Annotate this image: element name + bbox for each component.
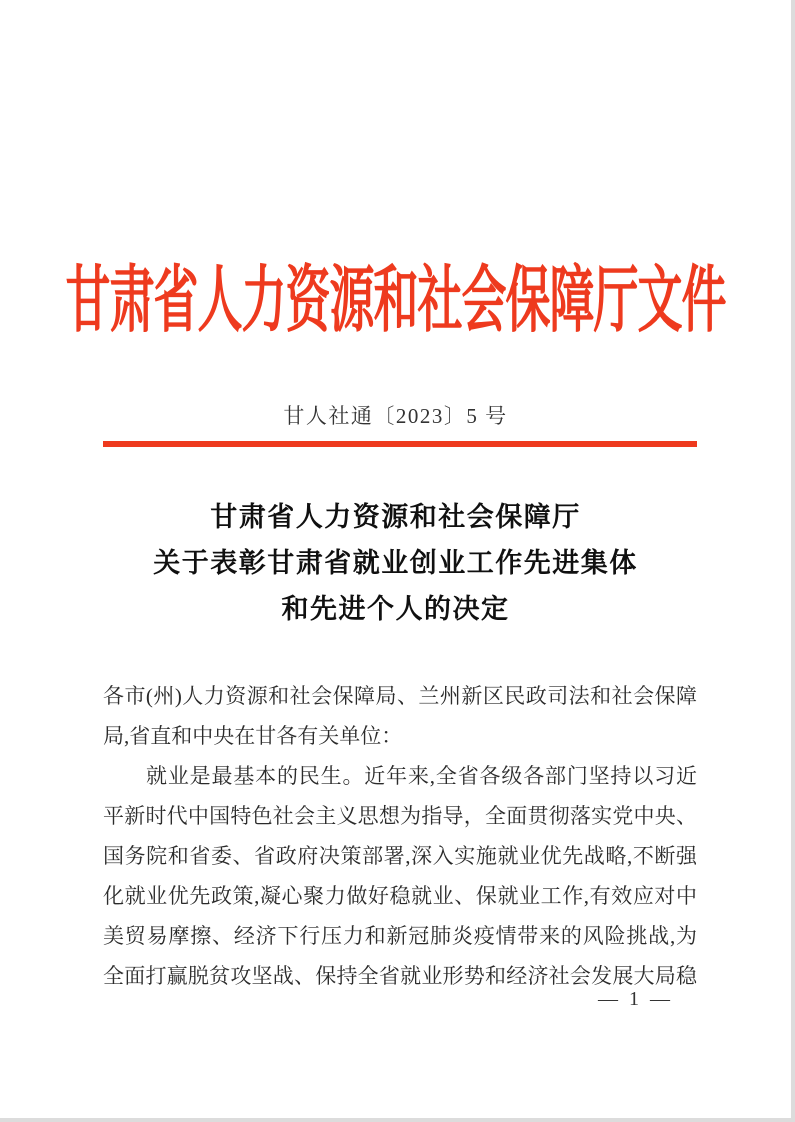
addressee-line-2: 局,省直和中央在甘各有关单位： [103,724,403,748]
page-number: — 1 — [598,988,673,1010]
paragraph-line-1: 就业是最基本的民生。近年来,全省各级各部门坚持以习近 [146,764,697,788]
paragraph-line-4: 化就业优先政策,凝心聚力做好稳就业、保就业工作,有效应对中 [103,884,697,908]
paragraph-line-3: 国务院和省委、省政府决策部署,深入实施就业优先战略,不断强 [103,844,697,868]
document-title-line-3: 和先进个人的决定 [281,594,510,624]
document-number: 甘人社通〔2023〕5 号 [283,404,508,428]
red-header-banner-title: 甘肃省人力资源和社会保障厅文件 [65,260,726,342]
addressee-line-1: 各市(州)人力资源和社会保障局、兰州新区民政司法和社会保障 [103,684,697,708]
document-title [0,494,791,632]
paragraph-line-6: 全面打赢脱贫攻坚战、保持全省就业形势和经济社会发展大局稳 [103,964,697,988]
document-body [103,676,697,996]
paragraph-line-5: 美贸易摩擦、经济下行压力和新冠肺炎疫情带来的风险挑战,为 [103,924,697,948]
document-title-line-2: 关于表彰甘肃省就业创业工作先进集体 [153,548,638,578]
paragraph-line-2: 平新时代中国特色社会主义思想为指导，全面贯彻落实党中央、 [103,804,697,828]
red-divider-rule [103,441,697,447]
document-title-line-1: 甘肃省人力资源和社会保障厅 [210,502,581,532]
